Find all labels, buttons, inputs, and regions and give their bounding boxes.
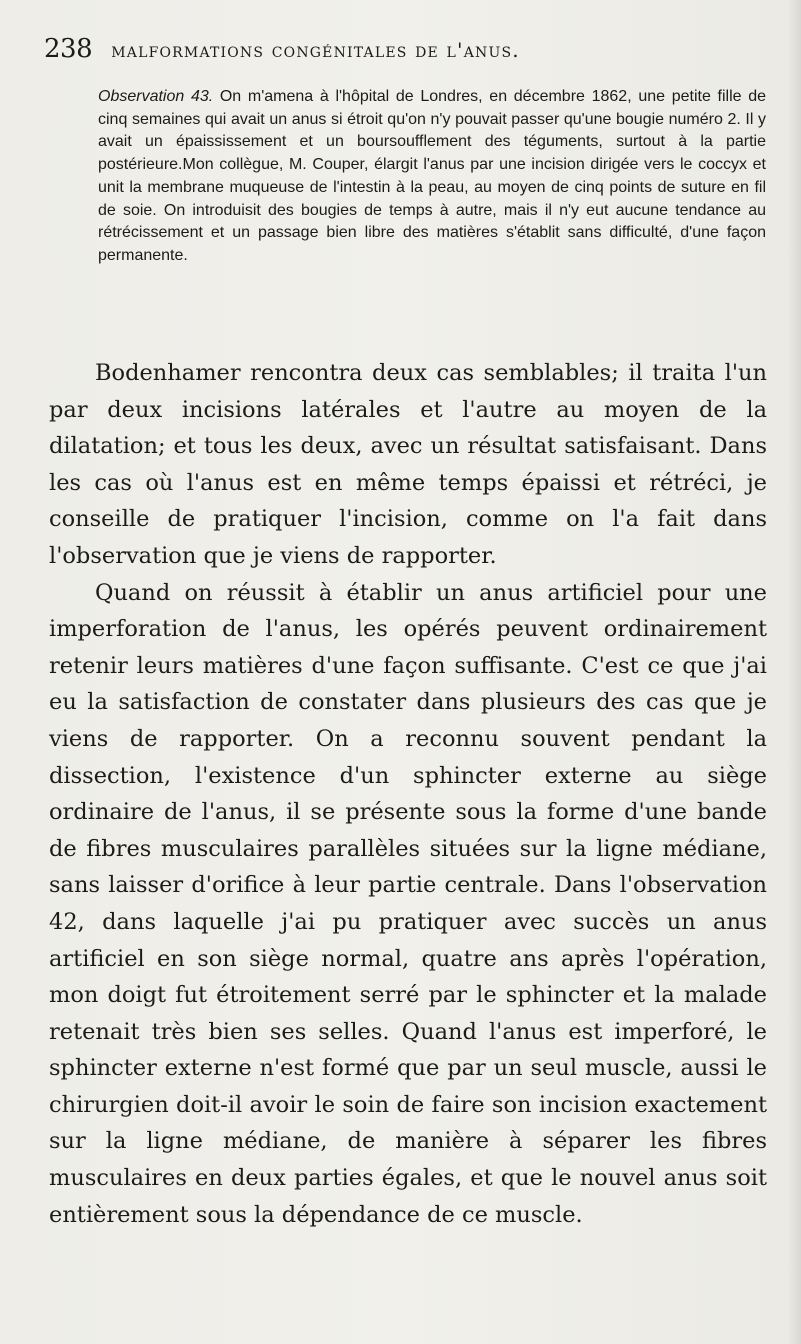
main-text [49,355,767,1233]
observation-text: On m'amena à l'hôpital de Londres, en décembre 1862, une petite fille de cinq semaines qui avait un anus si étroit qu'on n'y pouvait passer qu'une bougie numéro 2. Il y avait un épaississement et un boursoufflement des téguments, surtout à la partie postérieure.Mon collègue, M. Couper, élargit l'anus par une incision dirigée vers le coccyx et unit la membrane muqueuse de l'intestin à la peau, au moyen de cinq points de suture en fil de soie. On introduisit des bougies de temps à autre, mais il n'y eut aucune tendance au rétrécissement et un passage bien libre des matières s'établit sans difficulté, d'une façon permanente. [98,88,767,264]
observation-paragraph [98,86,766,268]
page-number: 238 [44,34,93,64]
observation-label: Observation 43. [98,88,214,105]
running-header [44,34,764,64]
paragraph-bodenhamer: Bodenhamer rencontra deux cas semblables; il traita l'un par deux incisions latérales et l'autre au moyen de la dilatation; et tous les deux, avec un résultat satisfaisant. Dans les cas où l'anus est en même temps épaissi et rétréci, je conseille de pratiquer l'incision, comme on l'a fait dans l'observation que je viens de rapporter. [49,360,767,569]
running-title: malformations congénitales de l'anus. [111,38,520,62]
paragraph-anus-artificiel: Quand on réussit à établir un anus artificiel pour une imperforation de l'anus, les opérés peuvent ordinairement retenir leurs matières d'une façon suffisante. C'est ce que j'ai eu la satisfaction de constater dans plusieurs des cas que je viens de rapporter. On a reconnu souvent pendant la dissection, l'existence d'un sphincter externe au siège ordinaire de l'anus, il se présente sous la forme d'une bande de fibres musculaires parallèles situées sur la ligne médiane, sans laisser d'orifice à leur partie centrale. Dans l'observation 42, dans laquelle j'ai pu pratiquer avec succès un anus artificiel en son siège normal, quatre ans après l'opération, mon doigt fut étroitement serré par le sphincter et la malade retenait très bien ses selles. Quand l'anus est imperforé, le sphincter externe n'est formé que par un seul muscle, aussi le chirurgien doit-il avoir le soin de faire son incision exactement sur la ligne médiane, de manière à séparer les fibres musculaires en deux parties égales, et que le nouvel anus soit entièrement sous la dépendance de ce muscle. [49,579,767,1228]
page-edge-shadow [787,0,801,1344]
